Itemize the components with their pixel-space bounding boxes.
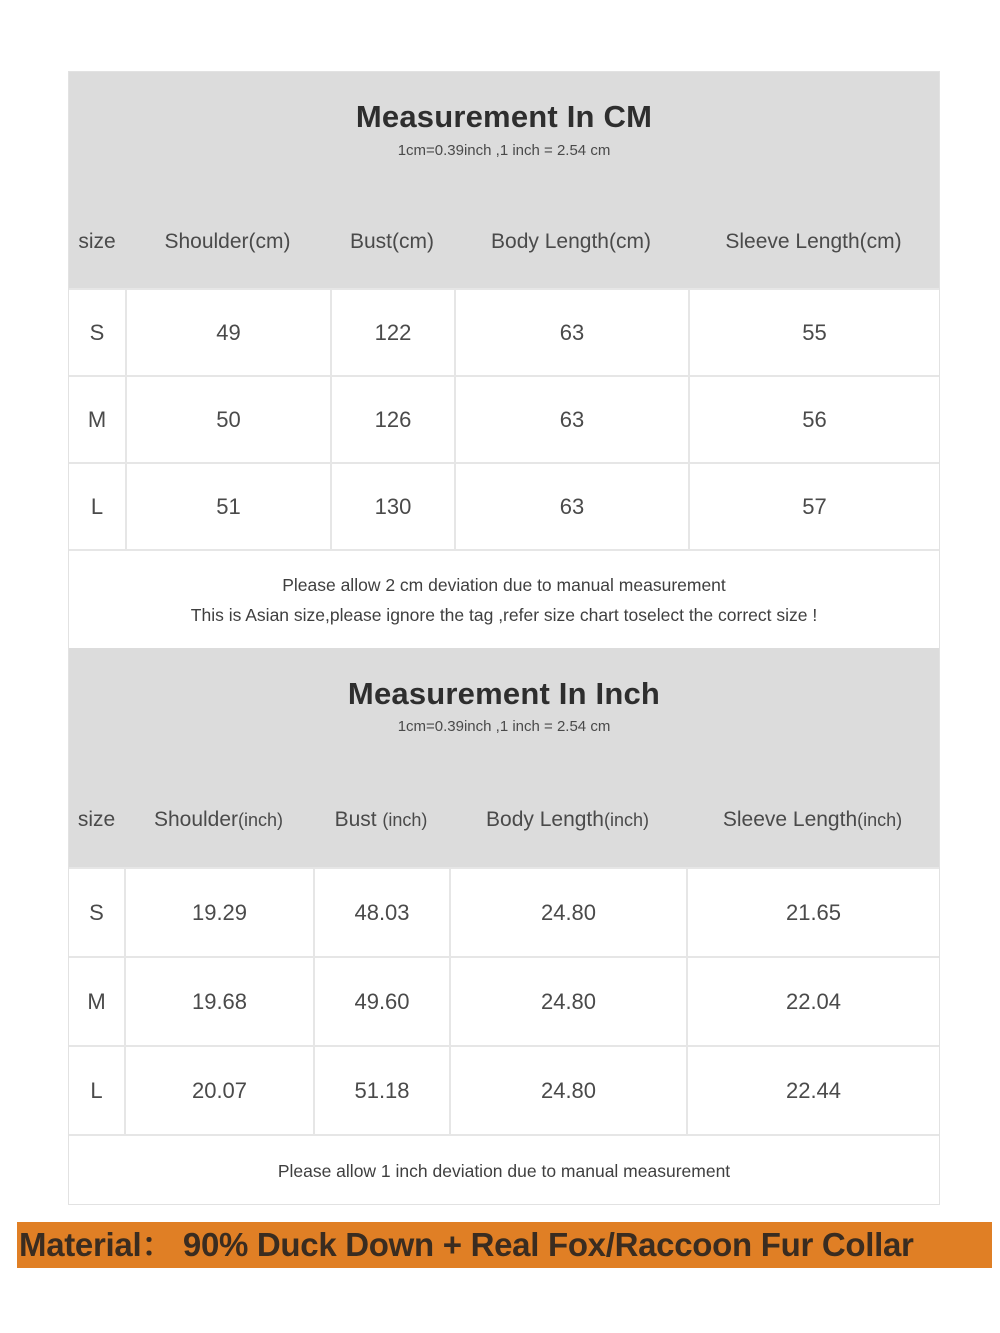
cm-section-header bbox=[69, 72, 939, 288]
table-row bbox=[69, 288, 939, 375]
column-header-size: size bbox=[78, 230, 116, 253]
cell-sleeve-length: 57 bbox=[688, 464, 939, 549]
column-header-sleeve-length: Sleeve Length(cm) bbox=[725, 230, 902, 253]
table-row bbox=[69, 867, 939, 956]
column-header-label: Body Length bbox=[486, 808, 604, 831]
inch-conversion-note: 1cm=0.39inch ,1 inch = 2.54 cm bbox=[397, 718, 611, 735]
material-banner: Material： 90% Duck Down + Real Fox/Raccoon Fur Collar bbox=[17, 1222, 992, 1268]
cell-bust: 122 bbox=[330, 290, 454, 375]
column-header-label: size bbox=[77, 808, 116, 831]
cell-shoulder: 49 bbox=[125, 290, 330, 375]
cm-column-headers bbox=[69, 227, 939, 257]
cell-size: S bbox=[89, 319, 105, 345]
column-header-bust: Bust(cm) bbox=[350, 230, 434, 253]
deviation-note-line: Please allow 1 inch deviation due to manual measurement bbox=[277, 1161, 731, 1181]
cell-shoulder: 19.29 bbox=[124, 869, 313, 956]
cell-body-length: 63 bbox=[454, 464, 688, 549]
cell-size: M bbox=[87, 988, 106, 1014]
cell-bust: 51.18 bbox=[313, 1047, 449, 1134]
cell-shoulder: 51 bbox=[125, 464, 330, 549]
cell-body-length: 63 bbox=[454, 377, 688, 462]
column-header-label: Bust bbox=[334, 808, 383, 831]
size-chart-card bbox=[68, 71, 940, 1205]
column-header-body-length bbox=[449, 808, 686, 832]
table-row bbox=[69, 462, 939, 549]
deviation-note-line: Please allow 2 cm deviation due to manual measurement bbox=[282, 575, 726, 595]
column-header-unit: (inch) bbox=[857, 810, 903, 830]
column-header-shoulder bbox=[124, 808, 313, 832]
cell-bust: 49.60 bbox=[313, 958, 449, 1045]
column-header-sleeve-length bbox=[686, 808, 939, 832]
cell-body-length: 24.80 bbox=[449, 869, 686, 956]
column-header-unit: (inch) bbox=[603, 810, 649, 830]
column-header-unit: (inch) bbox=[238, 810, 284, 830]
cell-shoulder: 19.68 bbox=[124, 958, 313, 1045]
cm-section-title: Measurement In CM bbox=[355, 99, 653, 134]
column-header-bust bbox=[313, 808, 449, 832]
cell-size: M bbox=[87, 406, 107, 432]
inch-deviation-note bbox=[69, 1134, 939, 1204]
table-row bbox=[69, 1045, 939, 1134]
cell-sleeve-length: 55 bbox=[688, 290, 939, 375]
cell-bust: 48.03 bbox=[313, 869, 449, 956]
asian-size-note-line: This is Asian size,please ignore the tag ,refer size chart toselect the correct size ! bbox=[190, 605, 818, 625]
inch-section-title: Measurement In Inch bbox=[347, 676, 661, 711]
cell-body-length: 24.80 bbox=[449, 1047, 686, 1134]
column-header-label: Sleeve Length bbox=[722, 808, 858, 831]
cell-size: L bbox=[90, 1077, 103, 1103]
cell-body-length: 63 bbox=[454, 290, 688, 375]
inch-column-headers bbox=[69, 805, 939, 835]
cell-shoulder: 50 bbox=[125, 377, 330, 462]
cell-bust: 130 bbox=[330, 464, 454, 549]
column-header-unit: (inch) bbox=[382, 810, 428, 830]
inch-section-header bbox=[69, 648, 939, 867]
column-header-shoulder: Shoulder(cm) bbox=[164, 230, 291, 253]
column-header-body-length: Body Length(cm) bbox=[491, 230, 651, 253]
cell-shoulder: 20.07 bbox=[124, 1047, 313, 1134]
table-row bbox=[69, 956, 939, 1045]
cell-size: S bbox=[89, 899, 104, 925]
cell-sleeve-length: 22.04 bbox=[686, 958, 939, 1045]
cell-sleeve-length: 56 bbox=[688, 377, 939, 462]
cell-size: L bbox=[90, 493, 104, 519]
column-header-label: Shoulder bbox=[153, 808, 239, 831]
cell-bust: 126 bbox=[330, 377, 454, 462]
column-header-size bbox=[69, 808, 124, 832]
cm-deviation-note bbox=[69, 549, 939, 648]
cell-body-length: 24.80 bbox=[449, 958, 686, 1045]
cell-sleeve-length: 21.65 bbox=[686, 869, 939, 956]
table-row bbox=[69, 375, 939, 462]
cm-conversion-note: 1cm=0.39inch ,1 inch = 2.54 cm bbox=[397, 142, 611, 159]
cell-sleeve-length: 22.44 bbox=[686, 1047, 939, 1134]
